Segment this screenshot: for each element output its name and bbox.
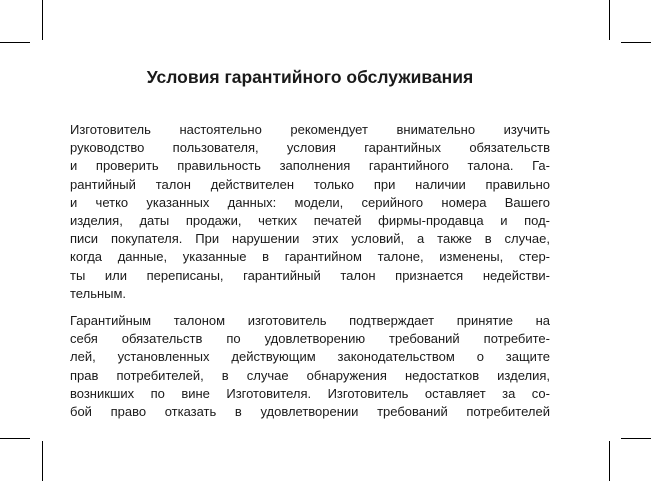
crop-mark-bottom-left-vertical bbox=[42, 441, 43, 481]
crop-mark-top-right-vertical bbox=[609, 0, 610, 40]
paragraph-warranty-check bbox=[70, 121, 550, 303]
text-line: изделия, даты продажи, четких печатей фирмы-продавца и под- bbox=[70, 212, 550, 228]
crop-mark-bottom-left-horizontal bbox=[0, 438, 30, 439]
text-line: руководство пользователя, условия гарантийных обязательств bbox=[70, 140, 550, 156]
text-line: и проверить правильность заполнения гарантийного талона. Га- bbox=[70, 158, 550, 174]
text-line: себя обязательств по удовлетворению требований потребите- bbox=[70, 331, 550, 347]
text-line: лей, установленных действующим законодательством о защите bbox=[70, 349, 550, 365]
text-line: и четко указанных данных: модели, серийного номера Вашего bbox=[70, 194, 550, 210]
text-line: ты или переписаны, гарантийный талон признается недействи- bbox=[70, 267, 550, 283]
text-line: рантийный талон действителен только при наличии правильно bbox=[70, 176, 550, 192]
text-line: возникших по вине Изготовителя. Изготовитель оставляет за со- bbox=[70, 385, 550, 401]
text-line: Гарантийным талоном изготовитель подтверждает принятие на bbox=[70, 313, 550, 328]
text-line: бой право отказать в удовлетворении требований потребителей bbox=[70, 403, 550, 419]
text-line: писи покупателя. При нарушении этих условий, а также в случае, bbox=[70, 231, 550, 247]
crop-mark-top-right-horizontal bbox=[621, 42, 651, 43]
text-line: когда данные, указанные в гарантийном талоне, изменены, стер- bbox=[70, 249, 550, 265]
text-line: прав потребителей, в случае обнаружения недостатков изделия, bbox=[70, 367, 550, 383]
paragraph-warranty-obligations bbox=[70, 312, 550, 421]
text-line: тельным. bbox=[70, 285, 127, 301]
crop-mark-bottom-right-vertical bbox=[609, 441, 610, 481]
text-line: Изготовитель настоятельно рекомендует внимательно изучить bbox=[70, 122, 550, 137]
page-title: Условия гарантийного обслуживания bbox=[146, 67, 474, 87]
crop-mark-top-left-vertical bbox=[42, 0, 43, 40]
crop-mark-top-left-horizontal bbox=[0, 42, 30, 43]
crop-mark-bottom-right-horizontal bbox=[621, 438, 651, 439]
